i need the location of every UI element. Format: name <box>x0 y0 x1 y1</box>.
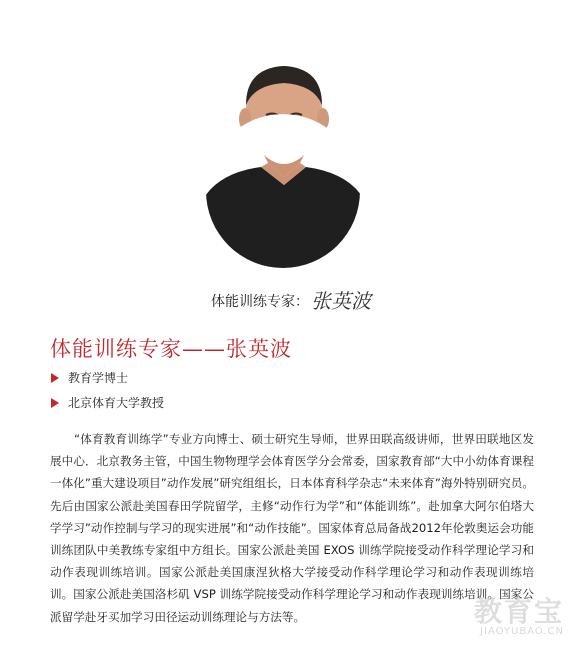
credential-degree: 教育学博士 <box>68 371 129 385</box>
signature: 张英波 <box>311 289 371 313</box>
triangle-bullet-icon <box>51 373 59 383</box>
watermark-logo: 教育宝 <box>473 595 564 628</box>
list-item <box>50 390 164 415</box>
credential-position: 北京体育大学教授 <box>68 396 165 410</box>
bio-paragraph: “体育教育训练学”专业方向博士、硕士研究生导师，世界田联高级讲师，世界田联地区发展中心．北京教务主管，中国生物物理学会体育医学分会常委，国家教育部“大中小幼体育课程一体化”重大建设项目”动作发展”研究组组长，日本体育科学杂志“未来体育”海外特别研究员。先后由国家公派赴美国春田学院留学，主修“动作行为学”和“体能训练”。赴加拿大阿尔伯塔大学学习”动作控制与学习的现实进展”和“动作技能”。国家体育总局备战2012年伦敦奥运会功能训练团队中美教练专家组中方组长。国家公派赴美国 EXOS 训练学院接受动作科学理论学习和动作表现训练培训。国家公派赴美国康涅狄格大学接受动作科学理论学习和动作表现训练培训。国家公派赴美国洛杉矶 VSP 训练学院接受动作科学理论学习和动作表现训练培训。国家公派留学赴牙买加学习田径运动训练理论与方法等。 <box>50 432 534 624</box>
portrait-caption <box>0 285 582 314</box>
watermark-url: JIAOYUBAO.CN <box>480 626 564 637</box>
triangle-bullet-icon <box>51 398 59 408</box>
watermark <box>474 590 564 637</box>
portrait-photo <box>206 63 360 268</box>
credentials-list <box>50 365 164 415</box>
list-item <box>50 365 164 390</box>
page-title: 体能训练专家——张英波 <box>50 337 292 361</box>
caption-label: 体能训练专家： <box>211 294 309 310</box>
